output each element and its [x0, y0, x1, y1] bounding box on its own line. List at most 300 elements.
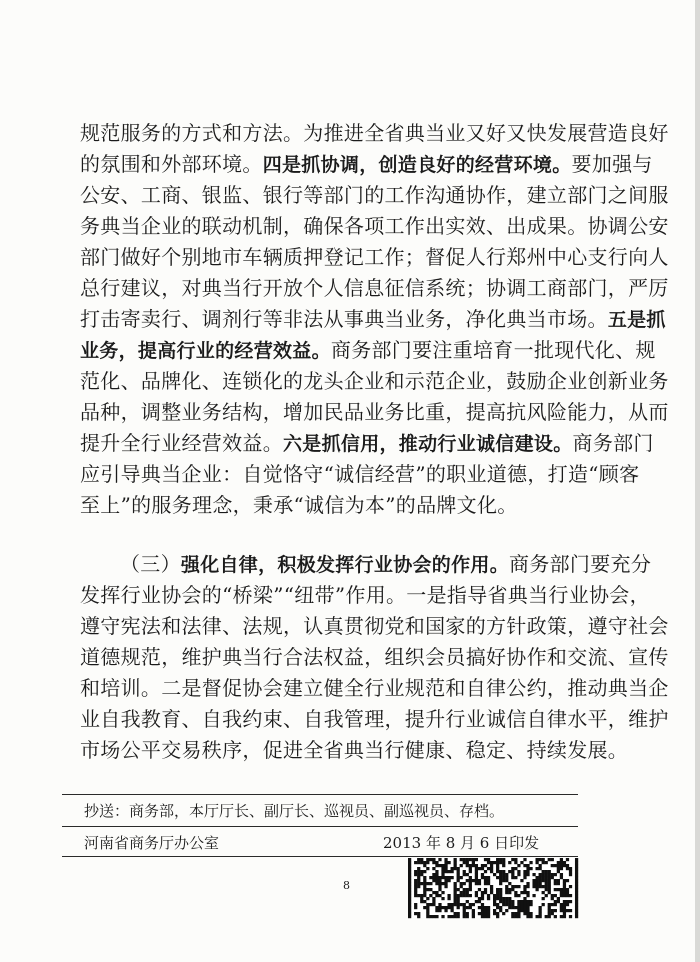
barcode-module [463, 906, 466, 909]
barcode-module [420, 870, 423, 873]
barcode-module [426, 867, 429, 870]
barcode-module [475, 876, 478, 879]
barcode-module [408, 861, 411, 864]
barcode-module [435, 861, 438, 864]
barcode-module [560, 858, 563, 861]
barcode-module [438, 894, 441, 897]
barcode-module [514, 861, 517, 864]
barcode-module [457, 894, 460, 897]
text-line [80, 735, 629, 766]
barcode-module [481, 876, 484, 879]
barcode-module [454, 858, 457, 861]
barcode-module [454, 861, 457, 864]
barcode-module [454, 894, 457, 897]
barcode-module [539, 882, 542, 885]
barcode-module [523, 873, 526, 876]
barcode-module [414, 906, 417, 909]
barcode-module [454, 903, 457, 906]
barcode-module [454, 891, 457, 894]
barcode-module [499, 906, 502, 909]
barcode-module [514, 891, 517, 894]
barcode-module [529, 867, 532, 870]
barcode-module [514, 867, 517, 870]
barcode-icon [408, 858, 578, 918]
barcode-module [548, 903, 551, 906]
barcode-module [463, 882, 466, 885]
barcode-module [557, 864, 560, 867]
barcode-module [447, 870, 450, 873]
barcode-module [526, 891, 529, 894]
barcode-module [493, 912, 496, 915]
barcode-module [575, 873, 578, 876]
text-segment: 至上”的服务理念，秉承“诚信为本”的品牌文化。 [80, 493, 518, 517]
barcode-module [505, 888, 508, 891]
barcode-module [569, 909, 572, 912]
barcode-module [451, 915, 454, 918]
barcode-module [517, 870, 520, 873]
barcode-module [523, 864, 526, 867]
barcode-module [508, 861, 511, 864]
barcode-module [563, 861, 566, 864]
barcode-module [417, 858, 420, 861]
barcode-module [457, 879, 460, 882]
barcode-module [526, 912, 529, 915]
barcode-module [566, 888, 569, 891]
barcode-module [469, 882, 472, 885]
barcode-module [569, 870, 572, 873]
barcode-module [548, 909, 551, 912]
barcode-module [463, 873, 466, 876]
barcode-module [560, 873, 563, 876]
barcode-module [539, 885, 542, 888]
barcode-module [417, 912, 420, 915]
barcode-module [454, 882, 457, 885]
barcode-module [426, 915, 429, 918]
barcode-module [469, 876, 472, 879]
barcode-module [423, 885, 426, 888]
barcode-module [511, 888, 514, 891]
barcode-module [466, 888, 469, 891]
text-line [80, 273, 669, 304]
barcode-module [408, 882, 411, 885]
text-line [80, 673, 669, 704]
barcode-module [499, 858, 502, 861]
barcode-module [451, 903, 454, 906]
barcode-module [569, 915, 572, 918]
barcode-module [542, 885, 545, 888]
barcode-module [423, 870, 426, 873]
barcode-module [554, 882, 557, 885]
barcode-module [490, 888, 493, 891]
barcode-module [423, 894, 426, 897]
barcode-module [481, 873, 484, 876]
barcode-module [435, 876, 438, 879]
barcode-module [472, 915, 475, 918]
barcode-module [560, 867, 563, 870]
text-segment: 总行建议，对典当行开放个人信息征信系统；协调工商部门，严厉 [80, 276, 669, 300]
barcode-module [447, 861, 450, 864]
barcode-module [566, 879, 569, 882]
barcode-module [481, 915, 484, 918]
barcode-module [466, 864, 469, 867]
barcode-module [472, 864, 475, 867]
barcode-module [517, 885, 520, 888]
text-segment: 道德规范，维护典当行合法权益，组织会员搞好协作和交流、宣传 [80, 645, 669, 669]
text-line [80, 611, 669, 642]
barcode-module [523, 885, 526, 888]
barcode-module [526, 903, 529, 906]
footer-rule-middle [62, 826, 578, 827]
barcode-module [475, 873, 478, 876]
barcode-module [466, 879, 469, 882]
barcode-module [542, 873, 545, 876]
barcode-module [487, 906, 490, 909]
barcode-module [454, 912, 457, 915]
barcode-module [447, 879, 450, 882]
barcode-module [420, 894, 423, 897]
barcode-module [496, 894, 499, 897]
barcode-module [539, 909, 542, 912]
barcode-module [511, 912, 514, 915]
barcode-module [493, 894, 496, 897]
barcode-module [472, 879, 475, 882]
barcode-module [484, 912, 487, 915]
barcode-module [408, 906, 411, 909]
barcode-module [469, 885, 472, 888]
barcode-module [432, 903, 435, 906]
barcode-module [408, 888, 411, 891]
barcode-module [463, 861, 466, 864]
barcode-module [514, 858, 517, 861]
barcode-module [548, 891, 551, 894]
barcode-module [548, 858, 551, 861]
text-line [80, 149, 653, 180]
barcode-module [557, 882, 560, 885]
barcode-module [451, 906, 454, 909]
barcode-module [423, 879, 426, 882]
barcode-module [517, 894, 520, 897]
barcode-module [520, 861, 523, 864]
barcode-module [490, 864, 493, 867]
barcode-module [441, 870, 444, 873]
barcode-module [460, 858, 463, 861]
barcode-module [429, 888, 432, 891]
barcode-module [523, 891, 526, 894]
barcode-module [490, 861, 493, 864]
text-segment: 发挥行业协会的“桥梁”“纽带”作用。一是指导省典当行业协会， [80, 583, 650, 607]
barcode-module [532, 894, 535, 897]
barcode-module [517, 873, 520, 876]
barcode-module [539, 906, 542, 909]
barcode-module [545, 885, 548, 888]
barcode-module [523, 900, 526, 903]
barcode-module [557, 900, 560, 903]
barcode-module [414, 870, 417, 873]
barcode-module [523, 906, 526, 909]
barcode-module [487, 867, 490, 870]
barcode-module [526, 900, 529, 903]
barcode-module [475, 864, 478, 867]
barcode-module [502, 903, 505, 906]
barcode-module [441, 876, 444, 879]
barcode-module [423, 882, 426, 885]
barcode-module [414, 879, 417, 882]
barcode-module [502, 870, 505, 873]
barcode-module [496, 915, 499, 918]
barcode-module [575, 903, 578, 906]
text-line [80, 118, 669, 149]
barcode-module [457, 912, 460, 915]
barcode-module [563, 891, 566, 894]
barcode-module [451, 876, 454, 879]
barcode-module [566, 864, 569, 867]
barcode-module [505, 909, 508, 912]
barcode-module [499, 861, 502, 864]
barcode-module [554, 900, 557, 903]
barcode-module [560, 906, 563, 909]
barcode-module [417, 861, 420, 864]
barcode-module [526, 885, 529, 888]
barcode-module [454, 864, 457, 867]
barcode-module [484, 891, 487, 894]
barcode-module [575, 900, 578, 903]
barcode-module [511, 858, 514, 861]
barcode-module [484, 888, 487, 891]
barcode-module [508, 903, 511, 906]
barcode-module [472, 912, 475, 915]
barcode-module [454, 900, 457, 903]
barcode-module [444, 858, 447, 861]
barcode-module [444, 867, 447, 870]
barcode-module [551, 858, 554, 861]
text-line [80, 397, 669, 428]
barcode-module [441, 891, 444, 894]
barcode-module [484, 879, 487, 882]
barcode-module [496, 897, 499, 900]
barcode-module [478, 882, 481, 885]
footer-rule-bottom [62, 856, 578, 857]
barcode-module [493, 900, 496, 903]
text-line [80, 304, 666, 335]
text-segment: （三） [120, 552, 181, 576]
barcode-module [444, 861, 447, 864]
barcode-module [475, 900, 478, 903]
cc-line: 抄送：商务部，本厅厅长、副厅长、巡视员、副巡视员、存档。 [84, 802, 505, 820]
barcode-module [441, 897, 444, 900]
barcode-module [438, 903, 441, 906]
barcode-module [551, 912, 554, 915]
barcode-module [575, 885, 578, 888]
barcode-module [557, 861, 560, 864]
barcode-module [505, 897, 508, 900]
barcode-module [414, 885, 417, 888]
barcode-module [417, 870, 420, 873]
barcode-module [539, 864, 542, 867]
barcode-module [563, 885, 566, 888]
barcode-module [432, 876, 435, 879]
barcode-module [417, 885, 420, 888]
barcode-module [478, 897, 481, 900]
barcode-module [435, 882, 438, 885]
barcode-module [551, 903, 554, 906]
barcode-module [408, 858, 411, 861]
barcode-module [536, 915, 539, 918]
barcode-module [551, 897, 554, 900]
barcode-module [532, 885, 535, 888]
issue-date: 2013 年 8 月 6 日印发 [383, 834, 540, 852]
barcode-module [438, 864, 441, 867]
text-segment: 务典当企业的联动机制，确保各项工作出实效、出成果。协调公安 [80, 214, 669, 238]
barcode-module [517, 900, 520, 903]
barcode-module [563, 903, 566, 906]
barcode-module [466, 858, 469, 861]
text-segment: 业自我教育、自我约束、自我管理，提升行业诚信自律水平，维护 [80, 707, 669, 731]
barcode-module [457, 867, 460, 870]
barcode-module [457, 888, 460, 891]
barcode-module [429, 894, 432, 897]
barcode-module [435, 906, 438, 909]
barcode-module [466, 906, 469, 909]
barcode-module [536, 879, 539, 882]
barcode-module [523, 903, 526, 906]
barcode-module [417, 915, 420, 918]
barcode-module [454, 888, 457, 891]
barcode-module [499, 900, 502, 903]
barcode-module [475, 870, 478, 873]
barcode-module [408, 894, 411, 897]
barcode-module [539, 912, 542, 915]
barcode-module [478, 867, 481, 870]
barcode-module [502, 858, 505, 861]
barcode-module [417, 876, 420, 879]
barcode-module [435, 891, 438, 894]
barcode-module [487, 882, 490, 885]
barcode-module [526, 864, 529, 867]
barcode-module [554, 894, 557, 897]
barcode-module [484, 864, 487, 867]
barcode-module [511, 906, 514, 909]
barcode-module [490, 867, 493, 870]
barcode-module [444, 876, 447, 879]
barcode-module [435, 864, 438, 867]
barcode-module [493, 909, 496, 912]
barcode-module [420, 858, 423, 861]
barcode-module [454, 867, 457, 870]
barcode-module [438, 885, 441, 888]
barcode-module [444, 879, 447, 882]
barcode-module [551, 876, 554, 879]
barcode-module [493, 897, 496, 900]
barcode-module [545, 882, 548, 885]
barcode-module [454, 915, 457, 918]
barcode-module [548, 870, 551, 873]
barcode-module [511, 900, 514, 903]
barcode-module [466, 891, 469, 894]
barcode-module [563, 894, 566, 897]
text-segment: 和培训。二是督促协会建立健全行业规范和自律公约，推动典当企 [80, 676, 669, 700]
barcode-module [447, 894, 450, 897]
barcode-module [463, 894, 466, 897]
barcode-module [502, 861, 505, 864]
barcode-module [511, 885, 514, 888]
barcode-module [472, 903, 475, 906]
barcode-module [481, 909, 484, 912]
barcode-module [566, 891, 569, 894]
text-segment: 公安、工商、银监、银行等部门的工作沟通协作，建立部门之间服 [80, 183, 669, 207]
barcode-module [566, 903, 569, 906]
barcode-module [432, 861, 435, 864]
text-segment: 商务部门要注重培育一批现代化、规 [330, 338, 656, 362]
barcode-module [438, 876, 441, 879]
barcode-module [560, 888, 563, 891]
barcode-module [548, 912, 551, 915]
barcode-module [441, 906, 444, 909]
barcode-module [499, 909, 502, 912]
barcode-module [517, 864, 520, 867]
barcode-module [466, 900, 469, 903]
barcode-module [472, 909, 475, 912]
barcode-module [481, 906, 484, 909]
barcode-module [426, 858, 429, 861]
barcode-module [526, 873, 529, 876]
barcode-module [563, 864, 566, 867]
barcode-module [426, 909, 429, 912]
barcode-module [575, 906, 578, 909]
barcode-module [563, 879, 566, 882]
barcode-module [487, 876, 490, 879]
barcode-module [457, 870, 460, 873]
text-line [80, 335, 656, 366]
page-edge [695, 0, 700, 962]
barcode-module [526, 867, 529, 870]
barcode-module [490, 885, 493, 888]
barcode-module [575, 858, 578, 861]
barcode-module [536, 858, 539, 861]
barcode-module [523, 870, 526, 873]
barcode-module [563, 888, 566, 891]
barcode-module [475, 894, 478, 897]
barcode-module [536, 861, 539, 864]
barcode-module [542, 879, 545, 882]
barcode-module [502, 864, 505, 867]
barcode-module [438, 906, 441, 909]
barcode-module [520, 903, 523, 906]
barcode-module [557, 867, 560, 870]
barcode-module [496, 864, 499, 867]
barcode-module [460, 894, 463, 897]
text-segment: 提升全行业经营效益。 [80, 431, 283, 455]
barcode-module [523, 912, 526, 915]
barcode-module [438, 858, 441, 861]
barcode-module [444, 864, 447, 867]
barcode-module [444, 870, 447, 873]
barcode-module [460, 882, 463, 885]
barcode-module [426, 888, 429, 891]
barcode-module [511, 915, 514, 918]
barcode-module [408, 915, 411, 918]
barcode-module [408, 909, 411, 912]
barcode-module [575, 891, 578, 894]
barcode-module [523, 858, 526, 861]
text-segment: 要加强与 [571, 152, 653, 176]
barcode-module [566, 909, 569, 912]
barcode-module [560, 876, 563, 879]
barcode-module [542, 876, 545, 879]
barcode-module [469, 894, 472, 897]
barcode-module [429, 876, 432, 879]
barcode-module [499, 873, 502, 876]
barcode-module [441, 864, 444, 867]
